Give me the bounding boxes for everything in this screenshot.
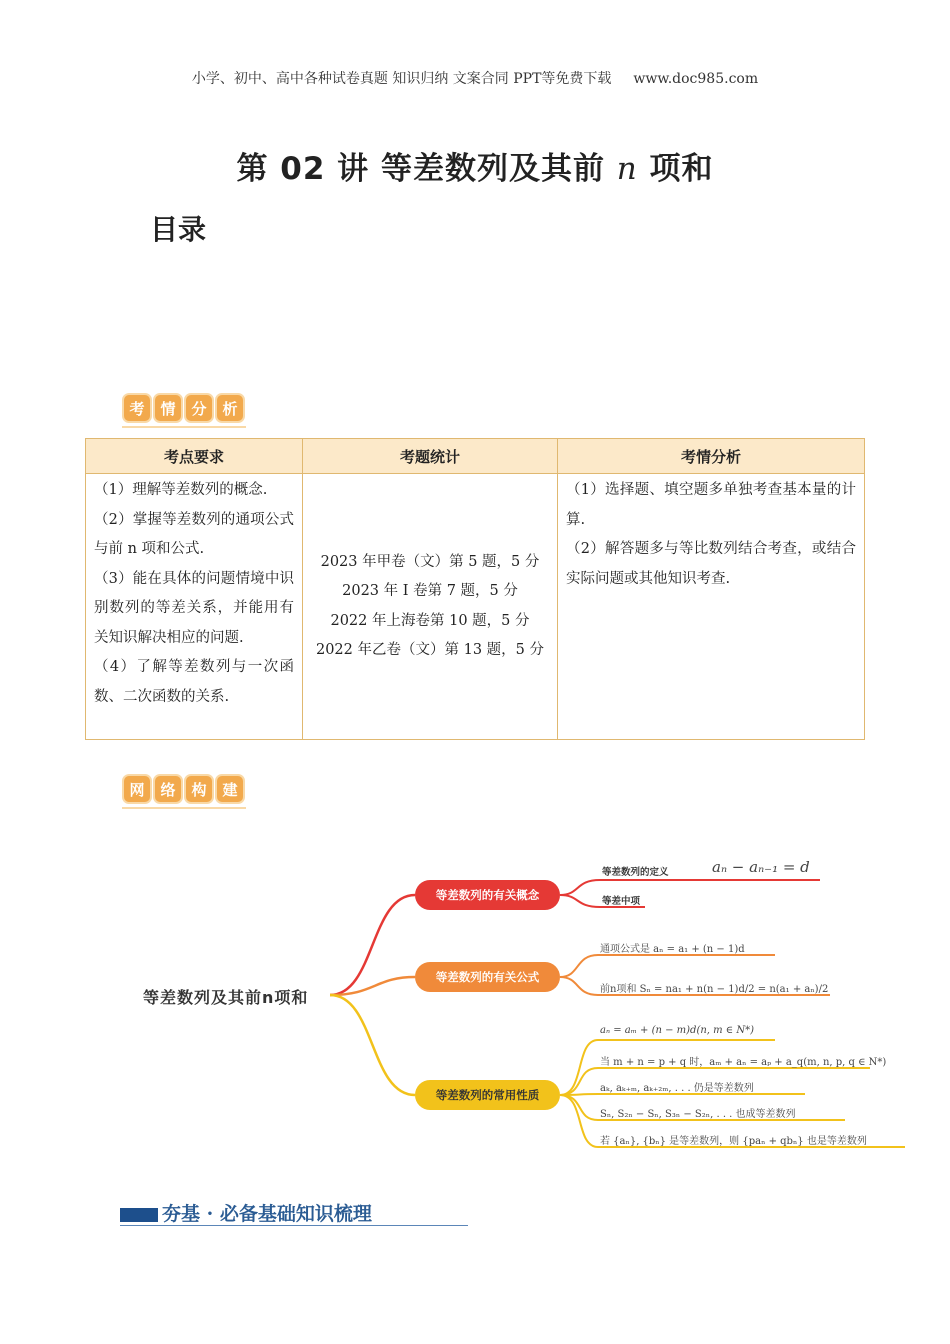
badge-char: 分 bbox=[184, 393, 214, 423]
branch-properties: 等差数列的常用性质 bbox=[415, 1080, 560, 1110]
requirement-item: （2）掌握等差数列的通项公式与前 n 项和公式. bbox=[94, 511, 294, 557]
leaf-middle-term: 等差中项 bbox=[602, 896, 641, 907]
table-header: 考情分析 bbox=[558, 439, 865, 474]
mindmap-center: 等差数列及其前n项和 bbox=[143, 988, 309, 1007]
leaf-sum-formula: 前n项和 Sₙ = na₁ + n(n − 1)d/2 = n(a₁ + aₙ)/2 bbox=[600, 984, 829, 995]
analysis-item: （2）解答题多与等比数列结合考查，或结合实际问题或其他知识考查. bbox=[566, 541, 856, 587]
branch-concepts: 等差数列的有关概念 bbox=[415, 880, 560, 910]
branch-formulas: 等差数列的有关公式 bbox=[415, 962, 560, 992]
toc-label: 目录 bbox=[150, 213, 207, 246]
leaf-definition: 等差数列的定义 bbox=[602, 867, 669, 878]
section-heading-text: 夯基 · 必备基础知识梳理 bbox=[162, 1203, 372, 1225]
title-part2: 项和 bbox=[637, 151, 714, 187]
leaf-property-4: Sₙ, S₂ₙ − Sₙ, S₃ₙ − S₂ₙ, . . . 也成等差数列 bbox=[600, 1109, 796, 1120]
badge-char: 构 bbox=[184, 774, 214, 804]
badge-char: 络 bbox=[153, 774, 183, 804]
analysis-item: （1）选择题、填空题多单独考查基本量的计算. bbox=[566, 482, 856, 528]
badge-char: 情 bbox=[153, 393, 183, 423]
requirement-item: （4）了解等差数列与一次函数、二次函数的关系. bbox=[94, 659, 294, 705]
requirement-item: （1）理解等差数列的概念. bbox=[94, 482, 268, 498]
page-header bbox=[0, 68, 950, 88]
title-part1: 第 02 讲 等差数列及其前 bbox=[236, 151, 617, 187]
section-underline bbox=[120, 1225, 468, 1227]
requirement-item: （3）能在具体的问题情境中识别数列的等差关系，并能用有关知识解决相应的问题. bbox=[94, 570, 294, 646]
leaf-property-1: aₙ = aₘ + (n − m)d(n, m ∈ N*) bbox=[600, 1025, 755, 1036]
stat-item: 2023 年 I 卷第 7 题，5 分 bbox=[342, 583, 518, 599]
header-url[interactable]: www.doc985.com bbox=[633, 71, 759, 87]
stat-item: 2023 年甲卷（文）第 5 题，5 分 bbox=[320, 553, 540, 570]
table-header: 考题统计 bbox=[303, 439, 558, 474]
badge-analysis bbox=[122, 392, 246, 424]
requirements-cell bbox=[86, 474, 303, 740]
exam-analysis-table bbox=[85, 438, 865, 740]
table-header: 考点要求 bbox=[86, 439, 303, 474]
badge-char: 建 bbox=[215, 774, 245, 804]
leaf-property-2: 当 m + n = p + q 时，aₘ + aₙ = aₚ + a_q(m, n, p, q ∈ N*) bbox=[600, 1057, 887, 1068]
analysis-cell bbox=[558, 474, 865, 740]
header-text: 小学、初中、高中各种试卷真题 知识归纳 文案合同 PPT等免费下载 bbox=[191, 71, 612, 87]
stat-item: 2022 年上海卷第 10 题，5 分 bbox=[330, 612, 530, 629]
badge-network bbox=[122, 773, 246, 805]
section-bar bbox=[120, 1208, 158, 1222]
title-var: n bbox=[616, 151, 638, 187]
section-heading bbox=[120, 1200, 468, 1226]
page-title bbox=[0, 143, 950, 188]
badge-char: 网 bbox=[122, 774, 152, 804]
badge-char: 析 bbox=[215, 393, 245, 423]
leaf-general-term: 通项公式是 aₙ = a₁ + (n − 1)d bbox=[600, 944, 745, 955]
leaf-property-5: 若 {aₙ}, {bₙ} 是等差数列，则 {paₙ + qbₙ} 也是等差数列 bbox=[600, 1136, 867, 1147]
leaf-definition-formula: aₙ − aₙ₋₁ = d bbox=[712, 858, 810, 876]
badge-char: 考 bbox=[122, 393, 152, 423]
leaf-property-3: aₖ, aₖ₊ₘ, aₖ₊₂ₘ, . . . 仍是等差数列 bbox=[600, 1083, 754, 1094]
stats-cell bbox=[303, 474, 558, 740]
stat-item: 2022 年乙卷（文）第 13 题，5 分 bbox=[315, 642, 544, 658]
